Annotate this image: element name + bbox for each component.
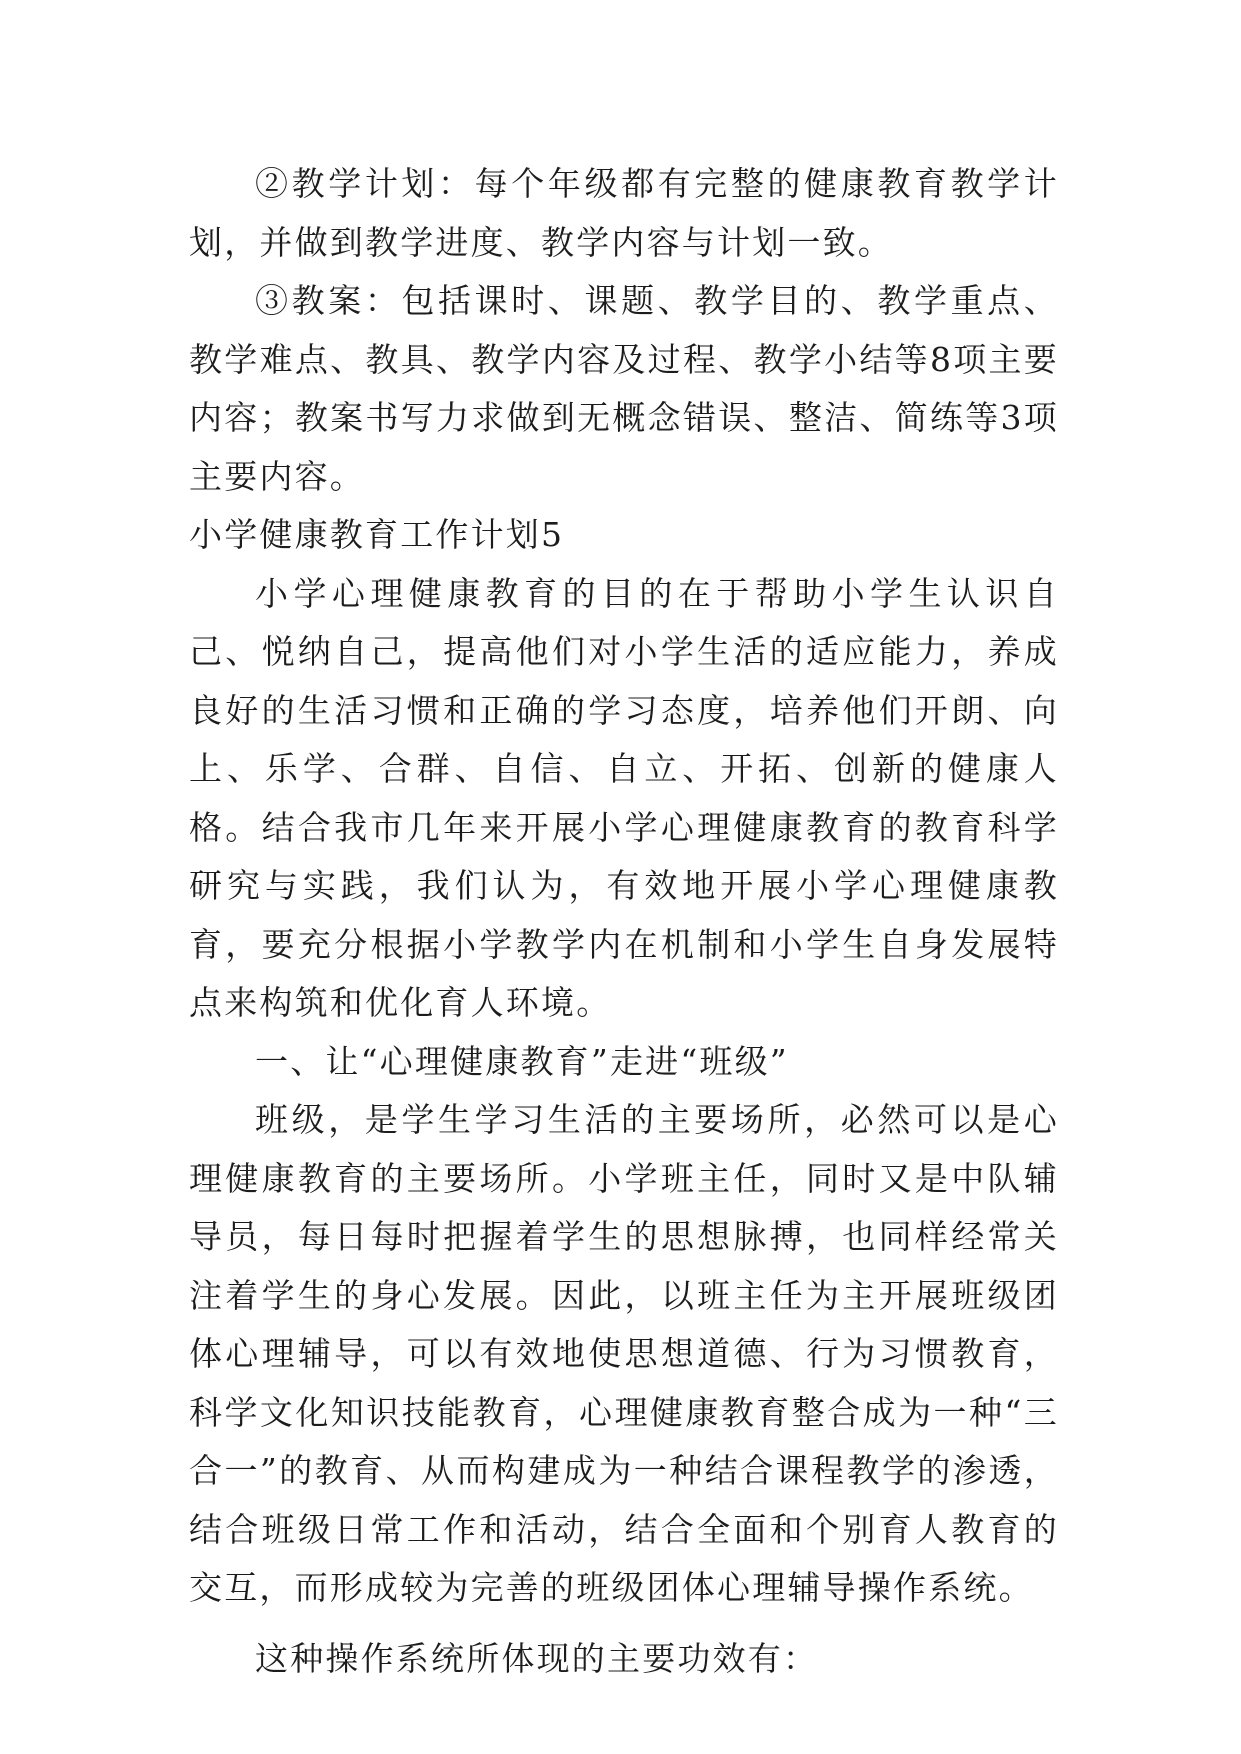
paragraph-lesson-plan: ③教案：包括课时、课题、教学目的、教学重点、教学难点、教具、教学内容及过程、教学小结等8项主要内容；教案书写力求做到无概念错误、整洁、简练等3项主要内容。 bbox=[189, 281, 1059, 496]
paragraph-functions: 这种操作系统所体现的主要功效有： bbox=[255, 1638, 819, 1678]
document-body bbox=[189, 155, 1059, 1688]
subheading-class: 一、让“心理健康教育”走进“班级” bbox=[255, 1041, 789, 1081]
paragraph-class-counseling: 班级，是学生学习生活的主要场所，必然可以是心理健康教育的主要场所。小学班主任，同时又是中队辅导员，每日每时把握着学生的思想脉搏，也同样经常关注着学生的身心发展。因此，以班主任为主开展班级团体心理辅导，可以有效地使思想道德、行为习惯教育，科学文化知识技能教育，心理健康教育整合成为一种“三合一”的教育、从而构建成为一种结合课程教学的渗透，结合班级日常工作和活动，结合全面和个别育人教育的交互，而形成较为完善的班级团体心理辅导操作系统。 bbox=[189, 1100, 1059, 1607]
section-heading: 小学健康教育工作计划5 bbox=[189, 515, 565, 554]
paragraph-teaching-plan: ②教学计划：每个年级都有完整的健康教育教学计划，并做到教学进度、教学内容与计划一致。 bbox=[189, 164, 1059, 262]
paragraph-intro: 小学心理健康教育的目的在于帮助小学生认识自己、悦纳自己，提高他们对小学生活的适应能力，养成良好的生活习惯和正确的学习态度，培养他们开朗、向上、乐学、合群、自信、自立、开拓、创新的健康人格。结合我市几年来开展小学心理健康教育的教育科学研究与实践，我们认为，有效地开展小学心理健康教育，要充分根据小学教学内在机制和小学生自身发展特点来构筑和优化育人环境。 bbox=[189, 573, 1059, 1022]
